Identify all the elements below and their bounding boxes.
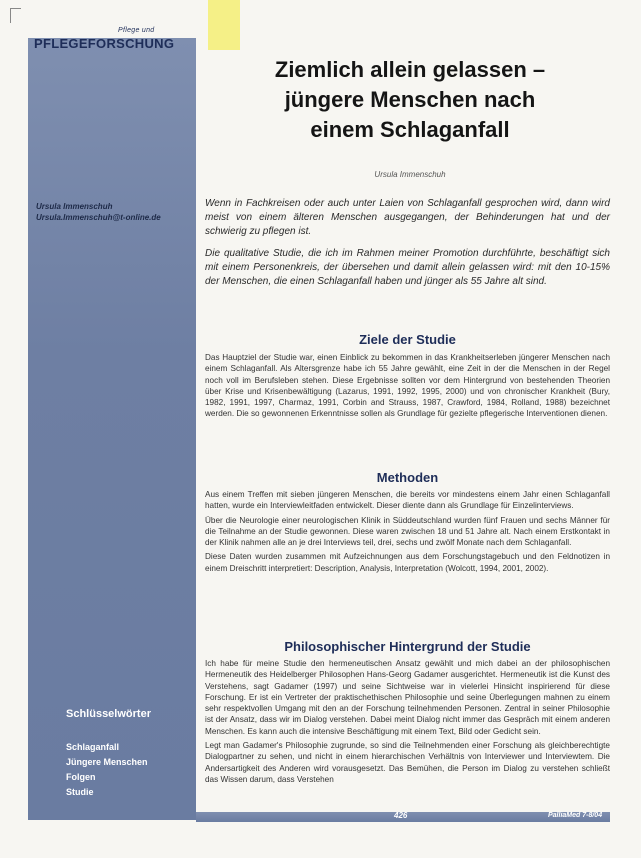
author-email[interactable]: Ursula.Immenschuh@t-online.de (36, 213, 161, 222)
title-line-1: Ziemlich allein gelassen – (274, 57, 546, 82)
sticky-note (208, 0, 240, 50)
crop-mark (10, 8, 21, 23)
author-contact (36, 201, 204, 223)
journal-brand (34, 27, 209, 54)
methoden-paragraph-3: Diese Daten wurden zusammen mit Aufzeichnungen aus dem Forschungstagebuch und den Feldnotizen in einem Dreischritt interpretiert: Description, Analysis, Interpretation (Wolcott, 1994, 2001, 2002). (205, 552, 610, 573)
title-line-2: jüngere Menschen nach (284, 87, 536, 112)
keyword-item: Jüngere Menschen (66, 757, 148, 767)
article-intro (205, 197, 610, 297)
author-byline: Ursula Immenschuh (374, 170, 446, 179)
journal-issue: PalliaMed 7-8/04 (548, 812, 603, 819)
intro-paragraph-1: Wenn in Fachkreisen oder auch unter Laien von Schlaganfall gesprochen wird, dann wird meist von einem älteren Menschen ausgegangen, der Behinderungen hat und der schwierig zu pflegen ist. (205, 198, 610, 237)
section-methoden-body (205, 489, 610, 577)
author-name: Ursula Immenschuh (36, 202, 113, 211)
heading-philosophie: Philosophischer Hintergrund der Studie (284, 639, 531, 654)
article-title (220, 55, 600, 145)
journal-brand-sub: Pflege und (118, 27, 155, 34)
methoden-paragraph-1: Aus einem Treffen mit sieben jüngeren Menschen, die bereits vor mindestens einem Jahr einen Schlaganfall hatten, wurde ein Interviewleitfaden entwickelt. Dieser diente dann als Grundlage für Einzelinterviews. (205, 490, 610, 511)
sidebar-panel (28, 38, 196, 820)
methoden-paragraph-2: Über die Neurologie einer neurologischen Klinik in Süddeutschland wurden fünf Frauen und sechs Männer für die Teilnahme an der Studie gewonnen. Diese waren zwischen 18 und 51 Jahre alt. Nach einem Erstkontakt in der Klinik nahmen alle an je drei Interviews teil, drei, sechs und zwölf Monate nach dem Schlaganfall. (205, 515, 610, 548)
heading-ziele: Ziele der Studie (359, 332, 456, 347)
keyword-item: Folgen (66, 772, 96, 782)
keyword-item: Studie (66, 787, 94, 797)
philosophie-paragraph-2: Legt man Gadamer's Philosophie zugrunde, so sind die Teilnehmenden einer Forschung als gleichberechtigte Dialogpartner zu sehen, und nicht in einem hierarchischen Verhältnis von Interviewer und Interviewtem. Die Andersartigkeit des Anderen wird vorausgesetzt. Das Bemühen, die Person im Dialog zu verstehen schließt das Wissen darum, dass Verstehen (205, 741, 610, 784)
keyword-item: Schlaganfall (66, 742, 120, 752)
philosophie-paragraph-1: Ich habe für meine Studie den hermeneutischen Ansatz gewählt und mich dabei an der philosophischen Hermeneutik des Heidelberger Philosophen Hans-Georg Gadamer ausgerichtet. Hermeneutik ist die Kunst des Verstehens, sagt Gadamer (1997) und seine Sichtweise war in vielerlei Hinsicht inspirierend für diese Forschung. Er ist ein Vertreter der praktischethischen Philosophie und seine Überlegungen mahnen zu einem sehr respektvollen Umgang mit den an der Forschung teilnehmenden Personen. Zentral in seiner Philosophie ist der Ansatz, dass wir im Dialog verstehen. Dabei meint Dialog nicht immer das Gespräch mit einem anderen Menschen. Es kann auch die intensive Beschäftigung mit einem Text, Bild oder Gedicht sein. (205, 659, 610, 736)
section-philosophie-body (205, 658, 610, 788)
intro-paragraph-2: Die qualitative Studie, die ich im Rahmen meiner Promotion durchführte, beschäftigt sich mit einem Personenkreis, der übersehen und damit allein gelassen wird: mit den 10-15% der Menschen, die einen Schlaganfall haben und jünger als 55 Jahre alt sind. (205, 248, 610, 287)
section-ziele-body (205, 352, 610, 423)
page-number: 426 (394, 811, 408, 820)
title-line-3: einem Schlaganfall (310, 117, 510, 142)
ziele-paragraph: Das Hauptziel der Studie war, einen Einblick zu bekommen in das Krankheitserleben jüngerer Menschen nach einem Schlaganfall. Als Altersgrenze habe ich 55 Jahre gewählt, eine Zeit in der die Menschen in der Regel noch voll im Berufsleben stehen. Diese Ergebnisse sollten vor dem Hintergrund von bestehenden Theorien über Krise und Krisenbewältigung (Lazarus, 1991, 1992, 1995, 2000) und von chronischer Krankheit (Bury, 1982, 1991, 1997, Charmaz, 1991, Corbin and Strauss, 1987, Crawford, 1984, Rolland, 1988) bezeichnet werden. Die so gewonnenen Erkenntnisse sollen als Grundlage für gezielte pflegerische Interventionen dienen. (205, 353, 610, 419)
journal-brand-name: PFLEGEFORSCHUNG (34, 36, 175, 51)
keywords-heading: Schlüsselwörter (66, 708, 151, 720)
heading-methoden: Methoden (376, 470, 439, 485)
keywords-list (66, 740, 148, 800)
